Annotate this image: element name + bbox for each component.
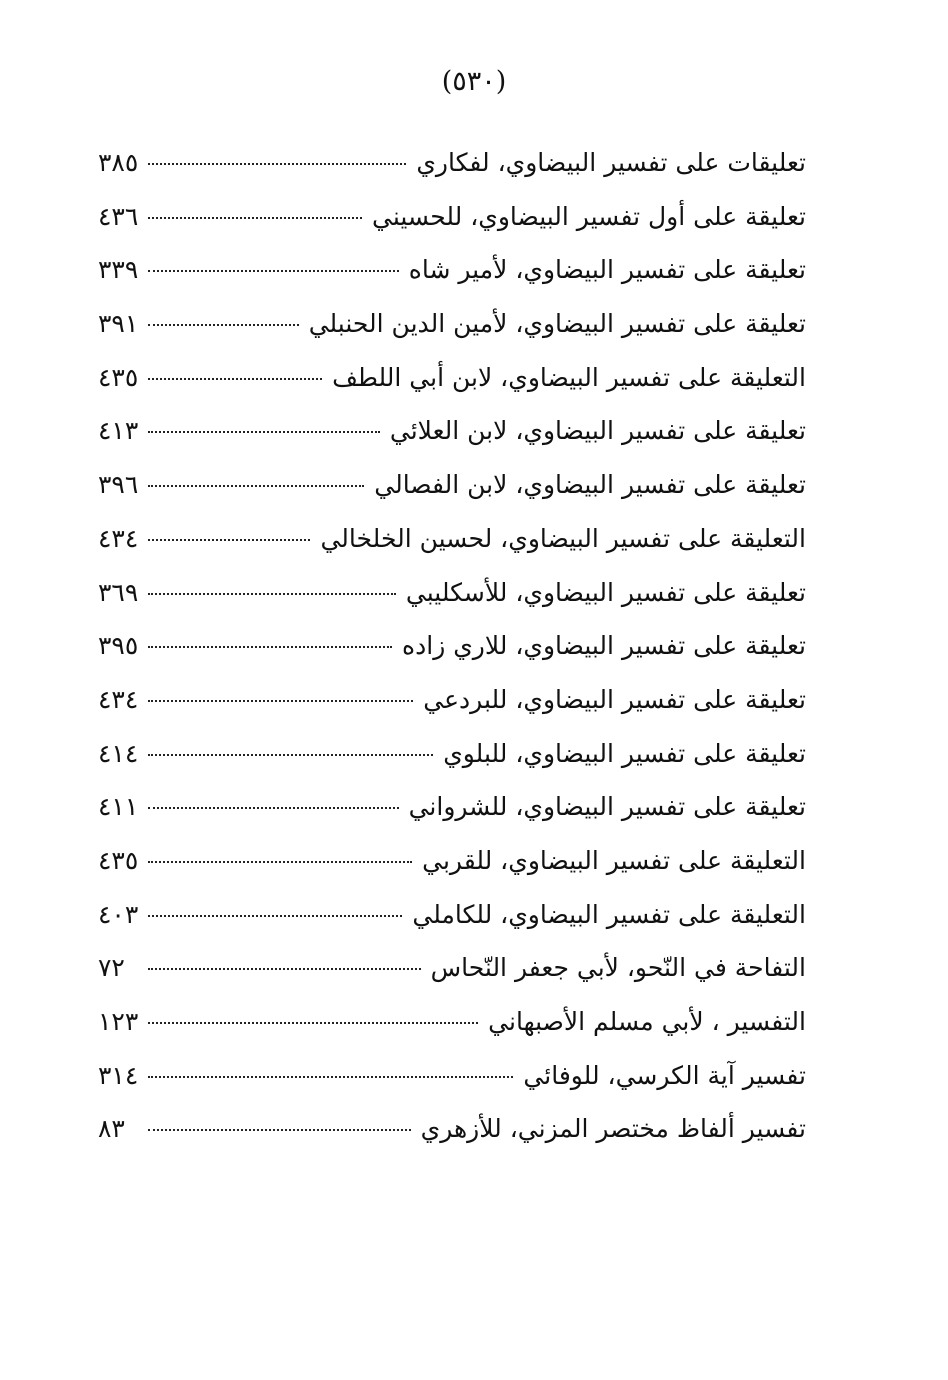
- entry-page-number: ٣٩١: [98, 309, 139, 339]
- entry-title: تعليقة على تفسير البيضاوي، لابن الفصالي: [374, 470, 806, 500]
- dot-leader: [148, 754, 433, 756]
- entry-page-number: ١٢٣: [98, 1007, 139, 1036]
- entry-page-number: ٤٣٤: [98, 684, 139, 714]
- index-entry: [98, 727, 806, 781]
- dot-leader: [148, 807, 399, 809]
- entry-page-number: ٤٣٤: [98, 523, 139, 553]
- entry-page-number: ٣٣٩: [98, 255, 139, 285]
- dot-leader: [148, 163, 406, 165]
- entry-page-number: ٣١٤: [98, 1060, 139, 1090]
- dot-leader: [148, 1022, 478, 1024]
- entry-page-number: ٤٠٣: [98, 899, 139, 929]
- index-entry: [98, 243, 806, 297]
- index-entry: [98, 297, 806, 351]
- entry-page-number: ٨٣: [98, 1114, 125, 1144]
- entry-page-number: ٤٣٦: [98, 201, 139, 231]
- entry-title: تعليقة على تفسير البيضاوي، للشرواني: [408, 792, 806, 822]
- entry-page-number: ٣٩٦: [98, 470, 139, 500]
- entry-title: تعليقة على تفسير البيضاوي، للأسكليبي: [405, 577, 806, 607]
- entry-page-number: ٣٩٥: [98, 631, 139, 661]
- entry-page-number: ٤١١: [98, 792, 139, 822]
- entry-page-number: ٣٨٥: [98, 148, 139, 177]
- index-entry: [98, 619, 806, 673]
- dot-leader: [148, 431, 380, 433]
- entry-page-number: ٤٣٥: [98, 845, 139, 875]
- index-entry: [98, 941, 806, 995]
- entry-page-number: ٤١٤: [98, 738, 139, 768]
- dot-leader: [148, 861, 412, 863]
- index-entry: [98, 834, 806, 888]
- entry-title: تعليقة على تفسير البيضاوي، لأمير شاه: [408, 255, 806, 285]
- dot-leader: [148, 593, 396, 595]
- entry-title: التعليقة على تفسير البيضاوي، للقربي: [422, 845, 806, 875]
- dot-leader: [148, 217, 362, 219]
- index-entry: [98, 1049, 806, 1103]
- index-entry: [98, 780, 806, 834]
- dot-leader: [148, 270, 399, 272]
- index-entry: [98, 566, 806, 620]
- dot-leader: [148, 700, 413, 702]
- dot-leader: [148, 1076, 513, 1078]
- entry-title: تعليقة على تفسير البيضاوي، للبلوي: [443, 738, 806, 768]
- entry-page-number: ٤٣٥: [98, 362, 139, 392]
- index-entry: [98, 136, 806, 190]
- entry-title: تعليقة على تفسير البيضاوي، للاري زاده: [402, 631, 806, 661]
- dot-leader: [148, 646, 392, 648]
- entry-title: التعليقة على تفسير البيضاوي، لحسين الخلخالي: [320, 523, 806, 553]
- dot-leader: [148, 324, 299, 326]
- index-entry: [98, 888, 806, 942]
- index-entry: [98, 995, 806, 1049]
- entry-title: تفسير ألفاظ مختصر المزني، للأزهري: [420, 1114, 806, 1144]
- dot-leader: [148, 485, 364, 487]
- index-entries-list: [98, 136, 806, 1156]
- index-entry: [98, 512, 806, 566]
- dot-leader: [148, 1129, 411, 1131]
- entry-title: التفاحة في النّحو، لأبي جعفر النّحاس: [430, 953, 806, 983]
- dot-leader: [148, 539, 310, 541]
- index-entry: [98, 190, 806, 244]
- index-entry: [98, 458, 806, 512]
- entry-page-number: ٤١٣: [98, 416, 139, 446]
- dot-leader: [148, 968, 421, 970]
- entry-title: التفسير ، لأبي مسلم الأصبهاني: [488, 1007, 806, 1036]
- entry-title: تعليقات على تفسير البيضاوي، لفكاري: [416, 148, 806, 177]
- entry-title: تعليقة على أول تفسير البيضاوي، للحسيني: [372, 201, 806, 231]
- index-entry: [98, 404, 806, 458]
- entry-title: التعليقة على تفسير البيضاوي، للكاملي: [412, 899, 806, 929]
- entry-title: تفسير آية الكرسي، للوفائي: [523, 1060, 806, 1090]
- page-number: (٥٣٠): [441, 66, 507, 97]
- entry-page-number: ٧٢: [98, 953, 125, 983]
- entry-title: تعليقة على تفسير البيضاوي، لأمين الدين الحنبلي: [308, 309, 806, 339]
- entry-title: تعليقة على تفسير البيضاوي، لابن العلائي: [389, 416, 806, 446]
- dot-leader: [148, 915, 402, 917]
- index-entry: [98, 673, 806, 727]
- entry-page-number: ٣٦٩: [98, 577, 139, 607]
- entry-title: التعليقة على تفسير البيضاوي، لابن أبي اللطف: [332, 362, 806, 392]
- entry-title: تعليقة على تفسير البيضاوي، للبردعي: [423, 684, 806, 714]
- index-entry: [98, 1102, 806, 1156]
- dot-leader: [148, 378, 322, 380]
- index-entry: [98, 351, 806, 405]
